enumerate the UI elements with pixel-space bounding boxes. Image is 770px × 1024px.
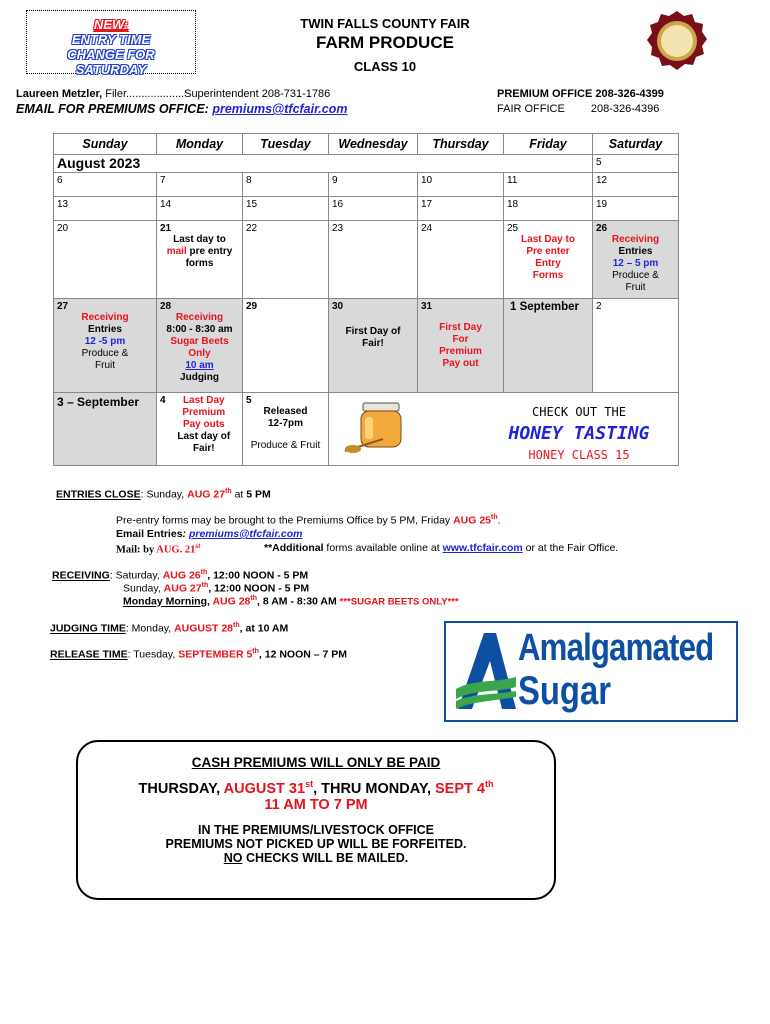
day-number: 10 bbox=[421, 175, 433, 186]
sugar-beets-note: ***SUGAR BEETS ONLY*** bbox=[339, 596, 459, 608]
day-number: 29 bbox=[246, 301, 258, 312]
day-cell bbox=[593, 299, 679, 393]
day-number: 5 bbox=[246, 395, 252, 406]
day-cell bbox=[329, 299, 418, 393]
judging-text: : Monday, bbox=[125, 622, 175, 635]
pre-entry-date: AUG 25 bbox=[453, 514, 492, 527]
day-number: 20 bbox=[57, 223, 69, 234]
day-number: 18 bbox=[507, 199, 519, 210]
day-cell bbox=[54, 173, 157, 197]
event-text: Fruit bbox=[95, 360, 115, 371]
day-number: 21 bbox=[160, 223, 172, 234]
entries-text: : Sunday, bbox=[140, 488, 188, 501]
premiums-email-link[interactable]: premiums@tfcfair.com bbox=[212, 102, 348, 116]
day-number: 8 bbox=[246, 175, 252, 186]
entries-date: AUG 27 bbox=[187, 488, 226, 501]
month-label-cell bbox=[54, 155, 593, 173]
event-text: mail bbox=[166, 246, 187, 257]
day-cell bbox=[54, 197, 157, 221]
event-text: Entry bbox=[535, 258, 561, 269]
entries-sup: th bbox=[225, 488, 232, 495]
fair-website-link[interactable]: www.tfcfair.com bbox=[442, 542, 523, 554]
day-cell bbox=[329, 221, 418, 299]
cash-line-2 bbox=[78, 779, 554, 797]
receiving-sup: th bbox=[201, 582, 209, 589]
day-number: 22 bbox=[246, 223, 258, 234]
day-cell bbox=[243, 299, 329, 393]
sugar-a-icon bbox=[454, 631, 518, 713]
calendar-row bbox=[54, 197, 679, 221]
cash-sup: th bbox=[484, 779, 494, 789]
additional-text: forms available online at bbox=[323, 542, 443, 554]
email-entries-link[interactable]: premiums@tfcfair.com bbox=[188, 528, 303, 540]
day-number: 31 bbox=[421, 301, 433, 312]
receiving-time: , 12:00 NOON - 5 PM bbox=[208, 582, 310, 595]
cash-text: CHECKS WILL BE MAILED. bbox=[242, 850, 409, 865]
day-cell bbox=[243, 197, 329, 221]
event-text: Entries bbox=[618, 246, 653, 257]
event-text: Receiving bbox=[175, 312, 224, 323]
day-cell bbox=[54, 221, 157, 299]
day-cell bbox=[418, 173, 504, 197]
judging-time: , at 10 AM bbox=[239, 622, 289, 635]
receiving-text: Monday Morning bbox=[123, 595, 207, 608]
day-cell bbox=[593, 197, 679, 221]
event-text: For bbox=[452, 334, 469, 345]
day-header: Saturday bbox=[593, 134, 679, 155]
calendar-row bbox=[54, 155, 679, 173]
receiving-date: AUG 27 bbox=[163, 582, 202, 595]
pre-entry-text: Pre-entry forms may be brought to the Premiums Office by 5 PM, Friday bbox=[116, 514, 454, 527]
day-number: 28 bbox=[160, 301, 172, 312]
pre-entry-text: . bbox=[497, 514, 501, 527]
day-number: 30 bbox=[332, 301, 344, 312]
cash-line-1: CASH PREMIUMS WILL ONLY BE PAID bbox=[191, 755, 441, 770]
day-number: 12 bbox=[596, 175, 608, 186]
receiving-text: : Saturday, bbox=[109, 569, 163, 582]
event-text: Fair! bbox=[362, 338, 384, 349]
event-text: Pay out bbox=[442, 358, 479, 369]
event-text: Forms bbox=[532, 270, 564, 281]
day-cell bbox=[593, 155, 679, 173]
release-text: : Tuesday, bbox=[127, 648, 179, 661]
calendar-row bbox=[54, 299, 679, 393]
event-text: Produce & bbox=[81, 348, 129, 359]
entries-text: at bbox=[231, 488, 247, 501]
receiving-time: , 8 AM - 8:30 AM bbox=[257, 595, 340, 608]
receiving-label: RECEIVING bbox=[52, 569, 110, 582]
day-cell bbox=[593, 173, 679, 197]
day-cell bbox=[54, 299, 157, 393]
event-text: Released bbox=[263, 406, 308, 417]
fair-seal-icon bbox=[646, 10, 708, 72]
calendar-row bbox=[54, 221, 679, 299]
cash-date: AUGUST 31 bbox=[223, 780, 306, 797]
day-header: Friday bbox=[504, 134, 593, 155]
event-text: Sugar Beets bbox=[170, 336, 229, 347]
day-cell bbox=[418, 197, 504, 221]
cash-line-5: PREMIUMS NOT PICKED UP WILL BE FORFEITED. bbox=[165, 836, 467, 851]
cash-no: NO bbox=[223, 850, 243, 865]
day-number: 7 bbox=[160, 175, 166, 186]
sponsor-name-line1: Amalgamated bbox=[518, 627, 714, 669]
release-date: SEPTEMBER 5 bbox=[178, 648, 253, 661]
release-time-line bbox=[50, 648, 347, 661]
day-number: 25 bbox=[507, 223, 519, 234]
cash-text: , THRU MONDAY, bbox=[313, 780, 435, 797]
entries-close-line bbox=[56, 488, 271, 501]
event-text: forms bbox=[185, 258, 214, 269]
honey-class-text: HONEY CLASS 15 bbox=[528, 448, 630, 462]
amalgamated-sugar-logo bbox=[444, 621, 738, 722]
event-text: Fruit bbox=[625, 282, 646, 293]
calendar-row bbox=[54, 393, 679, 466]
event-text: 10 am bbox=[185, 360, 214, 371]
day-header: Tuesday bbox=[243, 134, 329, 155]
day-cell bbox=[418, 299, 504, 393]
receiving-date: AUG 28 bbox=[212, 595, 251, 608]
event-text: Receiving bbox=[81, 312, 129, 323]
event-text: Pay outs bbox=[182, 419, 225, 430]
day-cell bbox=[418, 221, 504, 299]
day-number: 5 bbox=[596, 157, 602, 168]
mail-line bbox=[116, 542, 200, 556]
additional-forms-line bbox=[264, 542, 618, 554]
additional-label: **Additional bbox=[264, 542, 324, 554]
day-cell bbox=[329, 173, 418, 197]
day-number: 13 bbox=[57, 199, 69, 210]
sponsor-name-line2: Sugar bbox=[518, 669, 611, 713]
receiving-text: Sunday, bbox=[123, 582, 164, 595]
cash-line-6 bbox=[78, 851, 554, 865]
day-cell bbox=[243, 173, 329, 197]
receiving-line-3 bbox=[123, 595, 459, 608]
cash-date: SEPT 4 bbox=[435, 780, 485, 797]
cash-hours: 11 AM TO 7 PM bbox=[264, 796, 368, 813]
event-text: Produce & Fruit bbox=[250, 440, 321, 451]
additional-text: or at the Fair Office. bbox=[522, 542, 619, 554]
mail-date: AUG. 21 bbox=[156, 544, 196, 556]
cash-line-4: IN THE PREMIUMS/LIVESTOCK OFFICE bbox=[198, 822, 434, 837]
day-cell bbox=[157, 221, 243, 299]
judging-label: JUDGING TIME bbox=[50, 622, 126, 635]
cash-text: THURSDAY, bbox=[138, 780, 224, 797]
day-number: 17 bbox=[421, 199, 433, 210]
day-number: 11 bbox=[507, 175, 518, 186]
day-number: 4 bbox=[160, 395, 166, 406]
email-entries-label: Email Entries bbox=[116, 528, 183, 540]
event-text: 12 – 5 pm bbox=[612, 258, 659, 269]
honey-tasting-cell bbox=[329, 393, 679, 466]
fair-office-label: FAIR OFFICE bbox=[497, 103, 565, 115]
event-text: Entries bbox=[88, 324, 122, 335]
day-number: 27 bbox=[57, 301, 69, 312]
day-number: 19 bbox=[596, 199, 608, 210]
premium-office-phone: PREMIUM OFFICE 208-326-4399 bbox=[497, 88, 664, 100]
cash-premiums-box bbox=[76, 740, 556, 900]
fair-name: TWIN FALLS COUNTY FAIR bbox=[300, 16, 470, 31]
mail-sup: st bbox=[195, 542, 201, 550]
day-number: 2 bbox=[596, 301, 602, 312]
day-cell bbox=[504, 299, 593, 393]
honey-jar-icon bbox=[343, 401, 417, 460]
event-text: Produce & bbox=[612, 270, 659, 281]
receiving-sup: th bbox=[200, 569, 208, 576]
class-label: CLASS 10 bbox=[353, 59, 417, 74]
release-sup: th bbox=[252, 648, 259, 655]
judging-time-line bbox=[50, 622, 288, 635]
event-text: Last day of bbox=[177, 431, 231, 442]
day-cell bbox=[157, 173, 243, 197]
entries-close-label: ENTRIES CLOSE bbox=[56, 488, 141, 501]
banner-line3: SATURDAY bbox=[75, 62, 147, 77]
banner-line2: CHANGE FOR bbox=[67, 47, 155, 62]
receiving-text: , bbox=[207, 595, 213, 608]
event-text: 12 -5 pm bbox=[84, 336, 126, 347]
day-number: 16 bbox=[332, 199, 344, 210]
calendar-table bbox=[53, 133, 679, 466]
judging-date: AUGUST 28 bbox=[174, 622, 234, 635]
receiving-line-1 bbox=[52, 569, 308, 582]
event-text: Fair! bbox=[192, 443, 215, 454]
month-label: August 2023 bbox=[57, 155, 141, 171]
day-cell bbox=[329, 197, 418, 221]
event-text: 12-7pm bbox=[267, 418, 303, 429]
receiving-time: , 12:00 NOON - 5 PM bbox=[207, 569, 309, 582]
cash-sup: st bbox=[305, 779, 314, 789]
day-number: 6 bbox=[57, 175, 63, 186]
mail-label: Mail: by bbox=[116, 544, 157, 556]
day-cell bbox=[157, 393, 243, 466]
day-cell bbox=[54, 393, 157, 466]
honey-tasting-title: HONEY TASTING bbox=[508, 423, 650, 444]
page-title: FARM PRODUCE bbox=[316, 33, 454, 52]
day-header: Monday bbox=[157, 134, 243, 155]
event-text bbox=[157, 246, 242, 258]
event-text: Last Day bbox=[182, 395, 225, 406]
event-text: First Day bbox=[439, 322, 482, 333]
day-cell bbox=[504, 173, 593, 197]
event-text: Judging bbox=[180, 372, 219, 383]
day-cell bbox=[504, 221, 593, 299]
new-label: NEW: bbox=[93, 17, 129, 32]
email-line bbox=[16, 102, 347, 116]
release-label: RELEASE TIME bbox=[50, 648, 128, 661]
day-cell bbox=[504, 197, 593, 221]
receiving-line-2 bbox=[123, 582, 309, 595]
day-cell bbox=[593, 221, 679, 299]
day-header: Wednesday bbox=[329, 134, 418, 155]
calendar-row bbox=[54, 173, 679, 197]
superintendent-line bbox=[16, 88, 330, 100]
banner-line1: ENTRY TIME bbox=[71, 32, 151, 47]
day-number: 14 bbox=[160, 199, 172, 210]
event-text: Last Day to bbox=[521, 234, 575, 245]
day-header: Sunday bbox=[54, 134, 157, 155]
day-number: 26 bbox=[596, 223, 608, 234]
event-text: Premium bbox=[182, 407, 226, 418]
superintendent-name: Laureen Metzler, bbox=[16, 88, 103, 100]
pre-entry-sup: th bbox=[491, 514, 498, 521]
honey-check-text: CHECK OUT THE bbox=[532, 405, 626, 419]
event-text: Premium bbox=[439, 346, 482, 357]
calendar-header-row bbox=[54, 134, 679, 155]
day-cell bbox=[243, 221, 329, 299]
day-cell bbox=[157, 197, 243, 221]
day-number: 3 – September bbox=[57, 395, 140, 409]
event-text: Receiving bbox=[611, 234, 660, 245]
receiving-date: AUG 26 bbox=[162, 569, 201, 582]
day-number: 23 bbox=[332, 223, 344, 234]
event-text: Pre enter bbox=[526, 246, 570, 257]
event-text: Last day to bbox=[173, 234, 226, 245]
judging-sup: th bbox=[233, 622, 240, 629]
day-number: 1 September bbox=[510, 301, 580, 313]
day-number: 9 bbox=[332, 175, 338, 186]
release-time: , 12 NOON – 7 PM bbox=[258, 648, 348, 661]
day-header: Thursday bbox=[418, 134, 504, 155]
event-text: Only bbox=[188, 348, 211, 359]
day-number: 24 bbox=[421, 223, 433, 234]
day-cell bbox=[243, 393, 329, 466]
receiving-sup: th bbox=[250, 595, 257, 602]
fair-office-line bbox=[497, 103, 659, 115]
event-text: First Day of bbox=[345, 326, 401, 337]
email-entries-line bbox=[116, 528, 302, 540]
superintendent-info: Filer...................Superintendent 208-731-1786 bbox=[102, 88, 331, 100]
pre-entry-line bbox=[116, 514, 501, 527]
fair-office-phone: 208-326-4396 bbox=[590, 103, 660, 115]
email-label: EMAIL FOR PREMIUMS OFFICE: bbox=[16, 102, 209, 116]
event-text: 8:00 - 8:30 am bbox=[166, 324, 233, 335]
day-number: 15 bbox=[246, 199, 258, 210]
email-entries-colon: : bbox=[182, 528, 189, 540]
day-cell bbox=[157, 299, 243, 393]
event-text: pre entry bbox=[186, 246, 233, 257]
entries-time: 5 PM bbox=[246, 488, 271, 501]
